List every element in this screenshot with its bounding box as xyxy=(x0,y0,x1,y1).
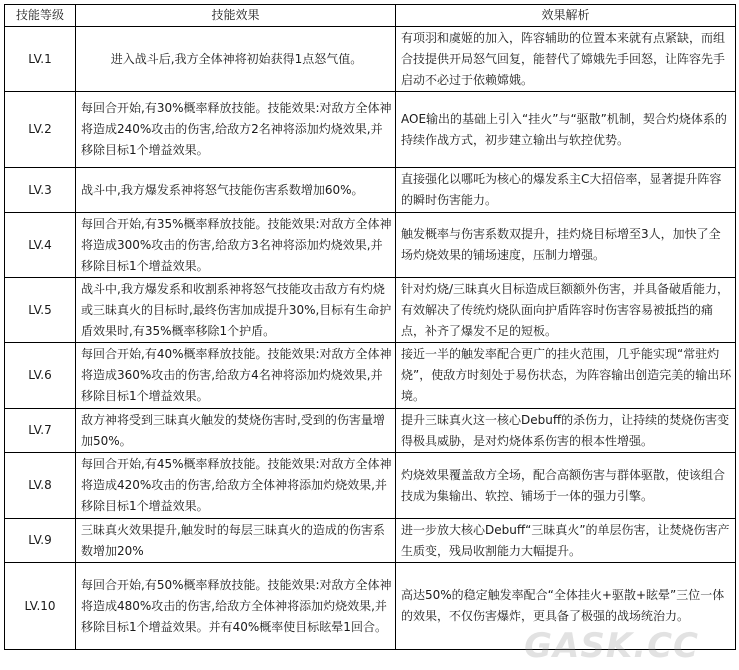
table-row xyxy=(5,27,736,92)
level-cell: LV.7 xyxy=(5,409,76,453)
analysis-cell: AOE输出的基础上引入“挂火”与“驱散”机制，契合灼烧体系的持续作战方式，初步建立输出与软控优势。 xyxy=(396,92,736,168)
analysis-cell: 提升三昧真火这一核心Debuff的杀伤力，让持续的焚烧伤害变得极具威胁，是对灼烧体系伤害的根本性增强。 xyxy=(396,409,736,453)
level-cell: LV.8 xyxy=(5,453,76,519)
table-row xyxy=(5,168,736,213)
analysis-cell: 针对灼烧/三昧真火目标造成巨额额外伤害，并具备破盾能力，有效解决了传统灼烧队面向护盾阵容时伤害容易被抵挡的痛点，补齐了爆发不足的短板。 xyxy=(396,278,736,343)
effect-cell: 战斗中,我方爆发系神将怒气技能伤害系数增加60%。 xyxy=(76,168,396,213)
effect-cell: 每回合开始,有40%概率释放技能。技能效果:对敌方全体神将造成360%攻击的伤害,给敌方4名神将添加灼烧效果,并移除目标1个增益效果。 xyxy=(76,343,396,409)
level-cell: LV.4 xyxy=(5,213,76,278)
effect-cell: 三昧真火效果提升,触发时的每层三昧真火的造成的伤害系数增加20% xyxy=(76,519,396,563)
level-cell: LV.2 xyxy=(5,92,76,168)
table-row xyxy=(5,278,736,343)
effect-cell: 每回合开始,有30%概率释放技能。技能效果:对敌方全体神将造成240%攻击的伤害,给敌方2名神将添加灼烧效果,并移除目标1个增益效果。 xyxy=(76,92,396,168)
header-effect: 技能效果 xyxy=(76,5,396,27)
level-cell: LV.3 xyxy=(5,168,76,213)
table-row xyxy=(5,563,736,650)
level-cell: LV.10 xyxy=(5,563,76,650)
analysis-cell: 高达50%的稳定触发率配合“全体挂火+驱散+眩晕”三位一体的效果，不仅伤害爆炸，更具备了极强的战场统治力。 xyxy=(396,563,736,650)
analysis-cell: 进一步放大核心Debuff“三昧真火”的单层伤害，让焚烧伤害产生质变，残局收割能力大幅提升。 xyxy=(396,519,736,563)
site-watermark: GASK.CC xyxy=(524,626,699,666)
table-header-row xyxy=(5,5,736,27)
effect-cell: 每回合开始,有50%概率释放技能。技能效果:对敌方全体神将造成480%攻击的伤害,给敌方全体神将添加灼烧效果,并移除目标1个增益效果。并有40%概率使目标眩晕1回合。 xyxy=(76,563,396,650)
table-row xyxy=(5,213,736,278)
table-row xyxy=(5,409,736,453)
effect-cell: 进入战斗后,我方全体神将初始获得1点怒气值。 xyxy=(76,27,396,92)
table-row xyxy=(5,453,736,519)
effect-cell: 战斗中,我方爆发系和收割系神将怒气技能攻击敌方有灼烧或三昧真火的目标时,最终伤害加成提升30%,目标有生命护盾效果时,有35%概率移除1个护盾。 xyxy=(76,278,396,343)
table-row xyxy=(5,92,736,168)
header-analysis: 效果解析 xyxy=(396,5,736,27)
table-row xyxy=(5,343,736,409)
level-cell: LV.6 xyxy=(5,343,76,409)
analysis-cell: 灼烧效果覆盖敌方全场，配合高额伤害与群体驱散，使该组合技成为集输出、软控、铺场于一体的强力引擎。 xyxy=(396,453,736,519)
level-cell: LV.9 xyxy=(5,519,76,563)
level-cell: LV.1 xyxy=(5,27,76,92)
level-cell: LV.5 xyxy=(5,278,76,343)
skill-level-table xyxy=(4,4,736,650)
effect-cell: 敌方神将受到三昧真火触发的焚烧伤害时,受到的伤害量增加50%。 xyxy=(76,409,396,453)
effect-cell: 每回合开始,有45%概率释放技能。技能效果:对敌方全体神将造成420%攻击的伤害,给敌方全体神将添加灼烧效果,并移除目标1个增益效果。 xyxy=(76,453,396,519)
analysis-cell: 有项羽和虞姬的加入，阵容辅助的位置本来就有点紧缺，而组合技提供开局怒气回复，能替代了嫦娥先手回怒，让阵容先手启动不必过于依赖嫦娥。 xyxy=(396,27,736,92)
analysis-cell: 触发概率与伤害系数双提升，挂灼烧目标增至3人，加快了全场灼烧效果的铺场速度，压制力增强。 xyxy=(396,213,736,278)
header-level: 技能等级 xyxy=(5,5,76,27)
effect-cell: 每回合开始,有35%概率释放技能。技能效果:对敌方全体神将造成300%攻击的伤害,给敌方3名神将添加灼烧效果,并移除目标1个增益效果。 xyxy=(76,213,396,278)
analysis-cell: 直接强化以哪吒为核心的爆发系主C大招倍率，显著提升阵容的瞬时伤害能力。 xyxy=(396,168,736,213)
table-row xyxy=(5,519,736,563)
analysis-cell: 接近一半的触发率配合更广的挂火范围，几乎能实现“常驻灼烧”，使敌方时刻处于易伤状态，为阵容输出创造完美的输出环境。 xyxy=(396,343,736,409)
